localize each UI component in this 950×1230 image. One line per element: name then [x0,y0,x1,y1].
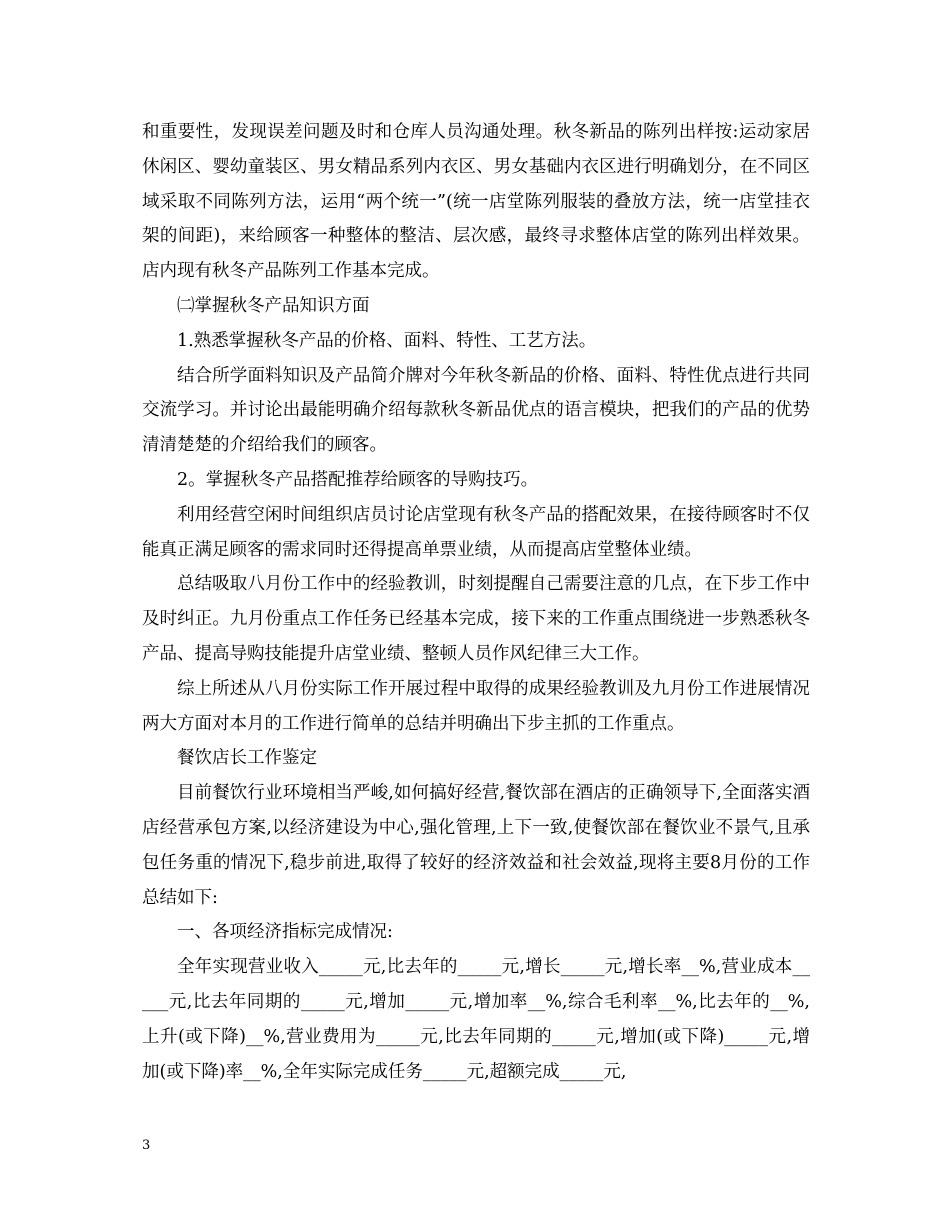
section-heading: ㈡掌握秋冬产品知识方面 [177,295,370,316]
paragraph: 结合所学面料知识及产品简介牌对今年秋冬新品的价格、面料、特性优点进行共同交流学习。并讨论出最能明确介绍每款秋冬新品优点的语言模块，把我们的产品的优势清清楚楚的介绍给我们的顾客。 [142,365,810,456]
page-number: 3 [142,1138,151,1153]
paragraph: 目前餐饮行业环境相当严峻,如何搞好经营,餐饮部在酒店的正确领导下,全面落实酒店经营承包方案,以经济建设为中心,强化管理,上下一致,使餐饮部在餐饮业不景气,且承包任务重的情况下,稳步前进,取得了较好的经济效益和社会效益,现将主要8月份的工作总结如下: [142,783,810,908]
paragraph: 全年实现营业收入_____元,比去年的_____元,增长_____元,增长率__%,营业成本_____元,比去年同期的_____元,增加_____元,增加率__%,综合毛利率__%,比去年的__%,上升(或下降)__%,营业费用为_____元,比去年同期的_____元,增加(或下降)_____元,增加(或下降)率__%,全年实际完成任务_____元,超额完成_____元, [142,957,810,1082]
paragraph: 和重要性，发现误差问题及时和仓库人员沟通处理。秋冬新品的陈列出样按:运动家居休闲区、婴幼童装区、男女精品系列内衣区、男女基础内衣区进行明确划分，在不同区域采取不同陈列方法，运用“两个统一”(统一店堂陈列服装的叠放方法，统一店堂挂衣架的间距)，来给顾客一种整体的整洁、层次感，最终寻求整体店堂的陈列出样效果。店内现有秋冬产品陈列工作基本完成。 [142,122,810,282]
paragraph: 总结吸取八月份工作中的经验教训，时刻提醒自己需要注意的几点，在下步工作中及时纠正。九月份重点工作任务已经基本完成，接下来的工作重点围绕进一步熟悉秋冬产品、提高导购技能提升店堂业绩、整顿人员作风纪律三大工作。 [142,574,810,664]
section-heading: 一、各项经济指标完成情况: [177,922,393,943]
paragraph: 利用经营空闲时间组织店员讨论店堂现有秋冬产品的搭配效果，在接待顾客时不仅能真正满足顾客的需求同时还得提高单票业绩，从而提高店堂整体业绩。 [142,504,810,560]
paragraph: 综上所述从八月份实际工作开展过程中取得的成果经验教训及九月份工作进展情况两大方面对本月的工作进行简单的总结并明确出下步主抓的工作重点。 [142,678,810,734]
document-body [142,115,810,1089]
subheading: 2。掌握秋冬产品搭配推荐给顾客的导购技巧。 [177,469,539,490]
document-title: 餐饮店长工作鉴定 [177,748,317,769]
subheading: 1.熟悉掌握秋冬产品的价格、面料、特性、工艺方法。 [177,330,597,351]
